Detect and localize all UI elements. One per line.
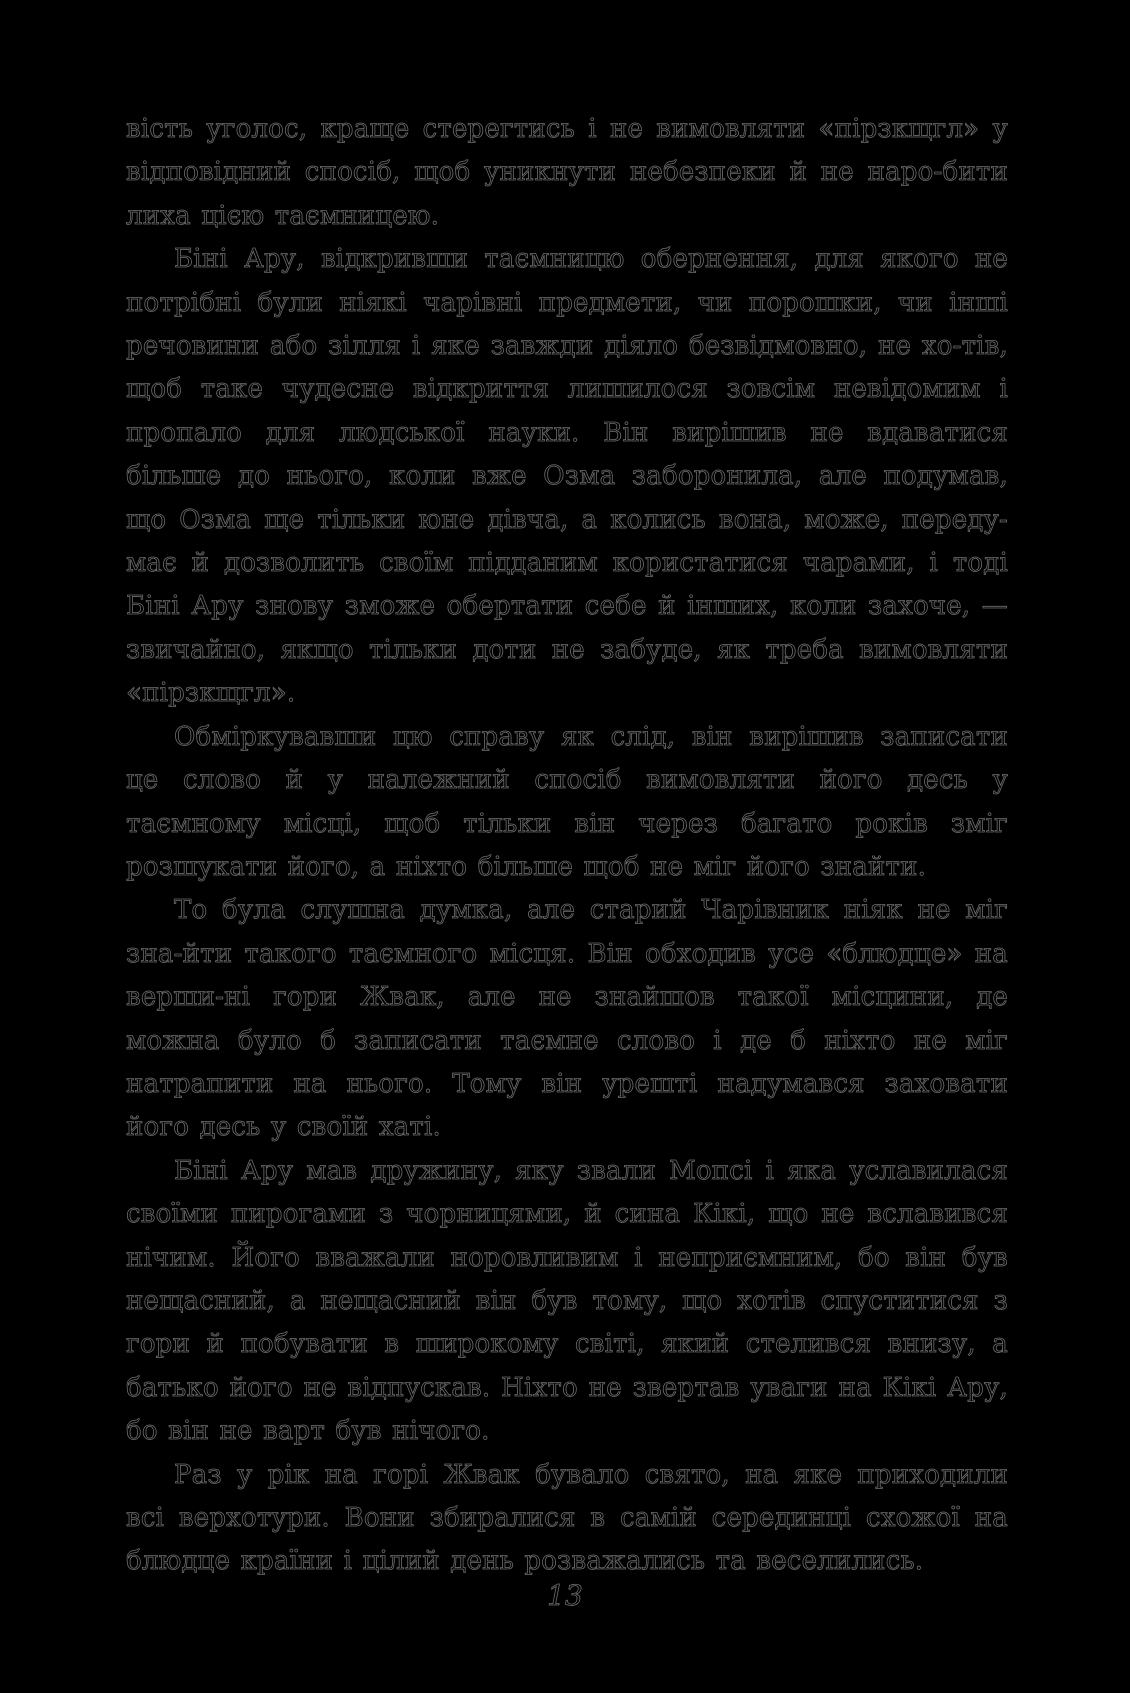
body-text xyxy=(126,108,1008,1584)
paragraph-3: Обміркувавши цю справу як слід, він вирішив записати це слово й у належний спосіб вимовляти його десь у таємному місці, щоб тільки він через багато років зміг розшукати його, а ніхто більше щоб не міг його знайти. xyxy=(126,721,1008,882)
paragraph-1: вість уголос, краще стерегтись і не вимовляти «пірзкщгл» у відповідний спосіб, щоб уникнути небезпеки й не наро-бити лиха цією таємницею. xyxy=(126,114,1008,231)
paragraph-6: Раз у рік на горі Жвак бувало свято, на яке приходили всі верхотури. Вони збиралися в самій серединці схожої на блюдце країни і цілий день розважались та веселились. xyxy=(126,1459,1008,1577)
paragraph-2: Біні Ару, відкривши таємницю обернення, для якого не потрібні були ніякі чарівні предмети, чи порошки, чи інші речовини або зілля і яке завжди діяло безвідмовно, не хо-тів, щоб таке чудесне відкриття лишилося зовсім невідомим і пропало для людської науки. Він вирішив не вдаватися більше до нього, коли вже Озма заборонила, але подумав, що Озма ще тільки юне дівча, а колись вона, може, переду-має й дозволить своїм підданим користатися чарами, і тоді Біні Ару знову зможе обертати себе й інших, коли захоче, — звичайно, якщо тільки доти не забуде, як треба вимовляти «пірзкщгл». xyxy=(126,244,1008,709)
paragraph-5: Біні Ару мав дружину, яку звали Мопсі і яка уславилася своїми пирогами з чорницями, й сина Кікі, що не вславився нічим. Його вважали норовливим і неприємним, бо він був нещасний, а нещасний він був тому, що хотів спуститися з гори й побувати в широкому світі, який стелився внизу, а батько його не відпускав. Ніхто не звертав уваги на Кікі Ару, бо він не варт був нічого. xyxy=(126,1155,1008,1447)
paragraph-4: То була слушна думка, але старий Чарівник ніяк не міг зна-йти такого таємного місця. Він обходив усе «блюдце» на верши-ні гори Жвак, але не знайшов такої місцини, де можна було б записати таємне слово і де б ніхто не міг натрапити на нього. Тому він урешті надумався заховати його десь у своїй хаті. xyxy=(126,895,1008,1143)
page-number: 13 xyxy=(547,1579,583,1612)
